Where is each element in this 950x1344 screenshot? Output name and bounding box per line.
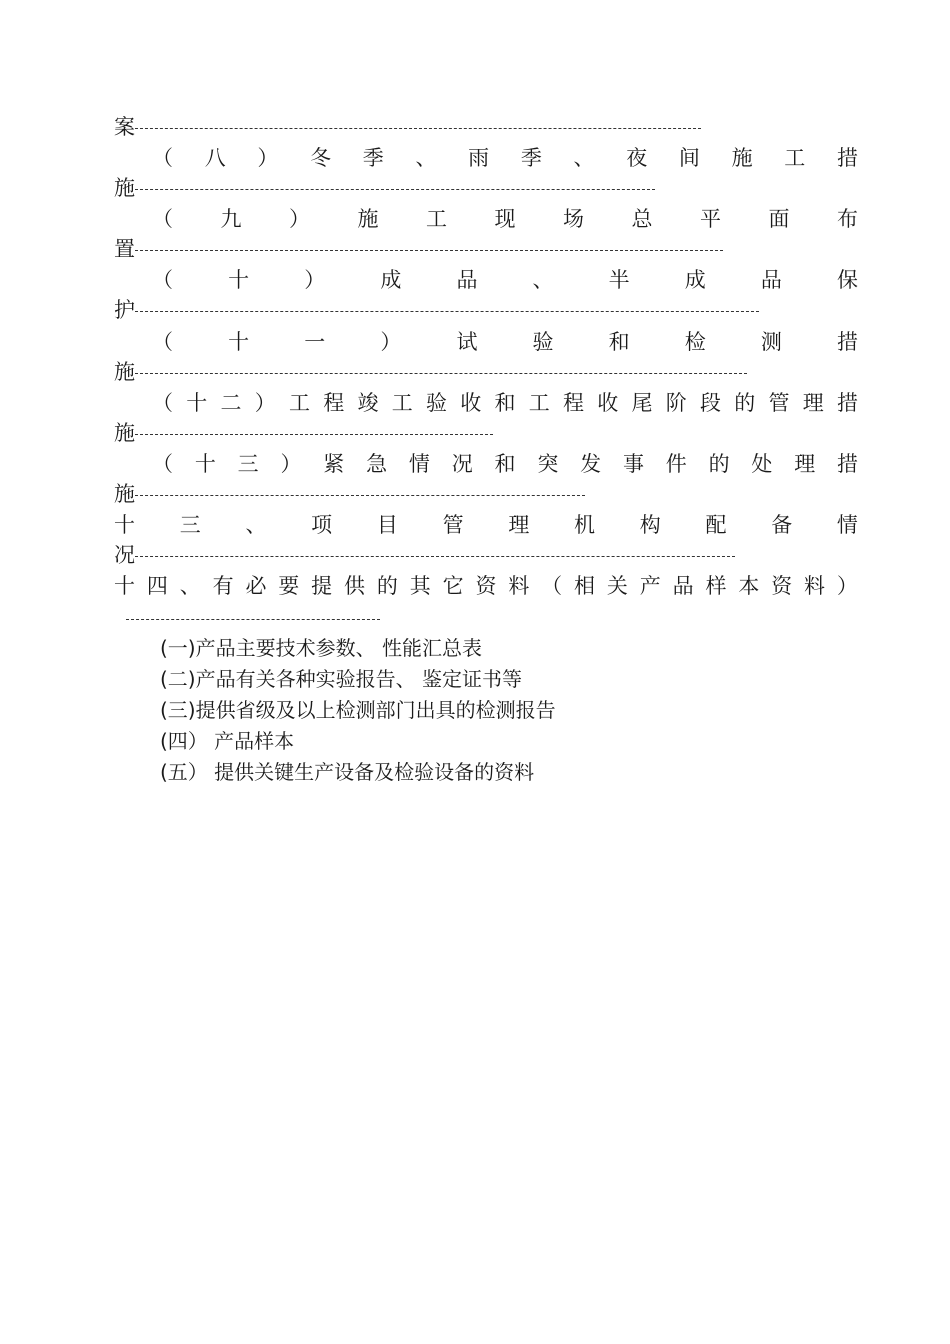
sub-item: (四） 产品样本 (160, 729, 295, 753)
heading-glyph: 理 (794, 452, 816, 476)
toc-tail-text: 护 (114, 298, 135, 322)
heading-glyph: 工 (426, 207, 447, 231)
heading-glyph: 料 (508, 574, 530, 598)
heading-glyph: ） (280, 452, 302, 476)
heading-glyph: 发 (580, 452, 602, 476)
heading-glyph: 现 (494, 207, 516, 231)
heading-glyph: 要 (278, 574, 300, 598)
heading-glyph: （ (152, 268, 173, 292)
heading-glyph: 场 (563, 207, 584, 231)
heading-glyph: 构 (639, 513, 661, 537)
heading-glyph: 十 (228, 330, 250, 354)
heading-glyph: 品 (672, 574, 694, 598)
toc-item-heading (114, 327, 858, 357)
heading-glyph: 品 (456, 268, 478, 292)
heading-glyph: （ (152, 207, 173, 231)
leader-dashes (126, 619, 380, 620)
heading-glyph: 十 (114, 574, 135, 598)
heading-glyph: 程 (563, 391, 584, 415)
heading-glyph: 施 (357, 207, 379, 231)
heading-glyph: 机 (574, 513, 596, 537)
heading-glyph: 冬 (310, 146, 332, 170)
heading-glyph: 尾 (631, 391, 653, 415)
heading-glyph: 收 (597, 391, 619, 415)
heading-glyph: 间 (678, 146, 700, 170)
heading-glyph: 三 (237, 452, 259, 476)
heading-glyph: 季 (362, 146, 384, 170)
heading-glyph: 、 (573, 146, 595, 170)
heading-glyph: 情 (836, 513, 858, 537)
leader-dashes (135, 373, 747, 374)
toc-tail-text: 况 (114, 543, 135, 567)
toc-tail-line (114, 234, 858, 264)
heading-glyph: 本 (738, 574, 760, 598)
heading-glyph: ） (304, 268, 326, 292)
heading-glyph: 竣 (357, 391, 379, 415)
heading-glyph: 目 (376, 513, 398, 537)
heading-glyph: 料 (804, 574, 826, 598)
heading-glyph: 布 (837, 207, 858, 231)
heading-glyph: 紧 (323, 452, 345, 476)
heading-glyph: 的 (708, 452, 730, 476)
heading-glyph: 、 (179, 574, 201, 598)
heading-glyph: 成 (684, 268, 706, 292)
heading-glyph: 相 (574, 574, 596, 598)
heading-glyph: 管 (442, 513, 464, 537)
heading-glyph: 产 (639, 574, 661, 598)
heading-glyph: 验 (532, 330, 554, 354)
sub-item: (五） 提供关键生产设备及检验设备的资料 (160, 760, 535, 784)
heading-glyph: 资 (771, 574, 793, 598)
heading-glyph: 其 (409, 574, 431, 598)
heading-glyph: 八 (204, 146, 226, 170)
heading-glyph: 管 (768, 391, 790, 415)
toc-item-heading (114, 265, 858, 295)
heading-glyph: （ (152, 452, 173, 476)
heading-glyph: （ (152, 391, 173, 415)
heading-glyph: 试 (456, 330, 478, 354)
sub-item: (三)提供省级及以上检测部门出具的检测报告 (160, 698, 556, 722)
heading-glyph: （ (541, 574, 563, 598)
heading-glyph: 二 (220, 391, 242, 415)
heading-glyph: 关 (606, 574, 628, 598)
heading-glyph: 资 (475, 574, 497, 598)
heading-glyph: 理 (508, 513, 530, 537)
heading-glyph: 平 (700, 207, 721, 231)
heading-glyph: 面 (768, 207, 790, 231)
heading-glyph: 备 (771, 513, 793, 537)
heading-glyph: 提 (311, 574, 333, 598)
heading-glyph: 测 (760, 330, 782, 354)
sub-item: (二)产品有关各种实验报告、 鉴定证书等 (160, 667, 522, 691)
heading-glyph: 的 (376, 574, 398, 598)
heading-glyph: 十 (228, 268, 250, 292)
heading-glyph: 理 (802, 391, 824, 415)
heading-glyph: 雨 (468, 146, 490, 170)
heading-glyph: 突 (537, 452, 559, 476)
leader-dashes (135, 128, 701, 129)
heading-glyph: 和 (608, 330, 630, 354)
heading-glyph: 十 (186, 391, 208, 415)
toc-tail-text: 施 (114, 360, 135, 384)
heading-glyph: 工 (289, 391, 310, 415)
heading-glyph: 夜 (626, 146, 648, 170)
leader-dashes (135, 311, 759, 312)
heading-glyph: 和 (494, 452, 516, 476)
toc-tail-line (114, 112, 858, 142)
toc-item-heading (114, 388, 858, 418)
sub-item: (一)产品主要技术参数、 性能汇总表 (160, 636, 482, 660)
heading-glyph: 件 (665, 452, 687, 476)
toc-tail-line (114, 540, 858, 570)
heading-glyph: 必 (245, 574, 267, 598)
heading-glyph: 阶 (665, 391, 687, 415)
leader-dashes (135, 434, 493, 435)
heading-glyph: ） (380, 330, 402, 354)
heading-glyph: 、 (415, 146, 437, 170)
heading-glyph: ） (254, 391, 276, 415)
heading-glyph: 验 (426, 391, 447, 415)
heading-glyph: 、 (245, 513, 267, 537)
heading-glyph: 半 (608, 268, 630, 292)
heading-glyph: 和 (494, 391, 516, 415)
toc-tail-line (114, 173, 858, 203)
heading-glyph: 工 (528, 391, 550, 415)
heading-glyph: 配 (705, 513, 727, 537)
heading-glyph: 处 (751, 452, 773, 476)
heading-glyph: 措 (836, 330, 858, 354)
toc-item-heading (114, 510, 858, 540)
toc-item-heading (114, 143, 858, 173)
leader-dashes (135, 250, 723, 251)
heading-glyph: 措 (837, 391, 858, 415)
toc-tail-text: 施 (114, 421, 135, 445)
toc-tail-line (114, 295, 858, 325)
heading-glyph: 保 (836, 268, 858, 292)
heading-glyph: 三 (179, 513, 201, 537)
heading-glyph: （ (152, 330, 173, 354)
heading-glyph: 工 (784, 146, 806, 170)
heading-glyph: 的 (734, 391, 756, 415)
heading-glyph: 事 (622, 452, 644, 476)
heading-glyph: 、 (532, 268, 554, 292)
heading-glyph: 季 (520, 146, 542, 170)
toc-tail-text: 置 (114, 237, 135, 261)
toc-tail-line (114, 357, 858, 387)
heading-glyph: 品 (760, 268, 782, 292)
heading-glyph: 检 (684, 330, 706, 354)
toc-tail-line (114, 479, 858, 509)
toc-tail-text: 施 (114, 176, 135, 200)
heading-glyph: 段 (700, 391, 721, 415)
toc-tail-line (114, 603, 858, 633)
leader-dashes (135, 189, 655, 190)
heading-glyph: 供 (344, 574, 366, 598)
heading-glyph: 急 (366, 452, 388, 476)
heading-glyph: 项 (311, 513, 333, 537)
toc-tail-text: 案 (114, 115, 135, 139)
heading-glyph: （ (152, 146, 173, 170)
heading-glyph: 十 (114, 513, 135, 537)
heading-glyph: ） (257, 146, 279, 170)
toc-item-heading (114, 204, 858, 234)
heading-glyph: 况 (451, 452, 473, 476)
heading-glyph: 样 (705, 574, 727, 598)
heading-glyph: 成 (380, 268, 402, 292)
heading-glyph: 九 (220, 207, 242, 231)
heading-glyph: 程 (323, 391, 345, 415)
heading-glyph: 有 (212, 574, 234, 598)
heading-glyph: 施 (731, 146, 753, 170)
heading-glyph: 工 (391, 391, 413, 415)
heading-glyph: 一 (304, 330, 326, 354)
toc-item-heading (114, 449, 858, 479)
heading-glyph: 它 (442, 574, 464, 598)
heading-glyph: ） (289, 207, 310, 231)
heading-glyph: 总 (631, 207, 653, 231)
heading-glyph: 收 (460, 391, 482, 415)
leader-dashes (135, 556, 735, 557)
toc-item-heading (114, 571, 858, 601)
toc-tail-text: 施 (114, 482, 135, 506)
heading-glyph: 情 (408, 452, 430, 476)
heading-glyph: 四 (146, 574, 168, 598)
heading-glyph: 十 (194, 452, 216, 476)
leader-dashes (135, 495, 585, 496)
heading-glyph: ） (836, 574, 858, 598)
heading-glyph: 措 (837, 452, 858, 476)
heading-glyph: 措 (836, 146, 858, 170)
toc-tail-line (114, 418, 858, 448)
